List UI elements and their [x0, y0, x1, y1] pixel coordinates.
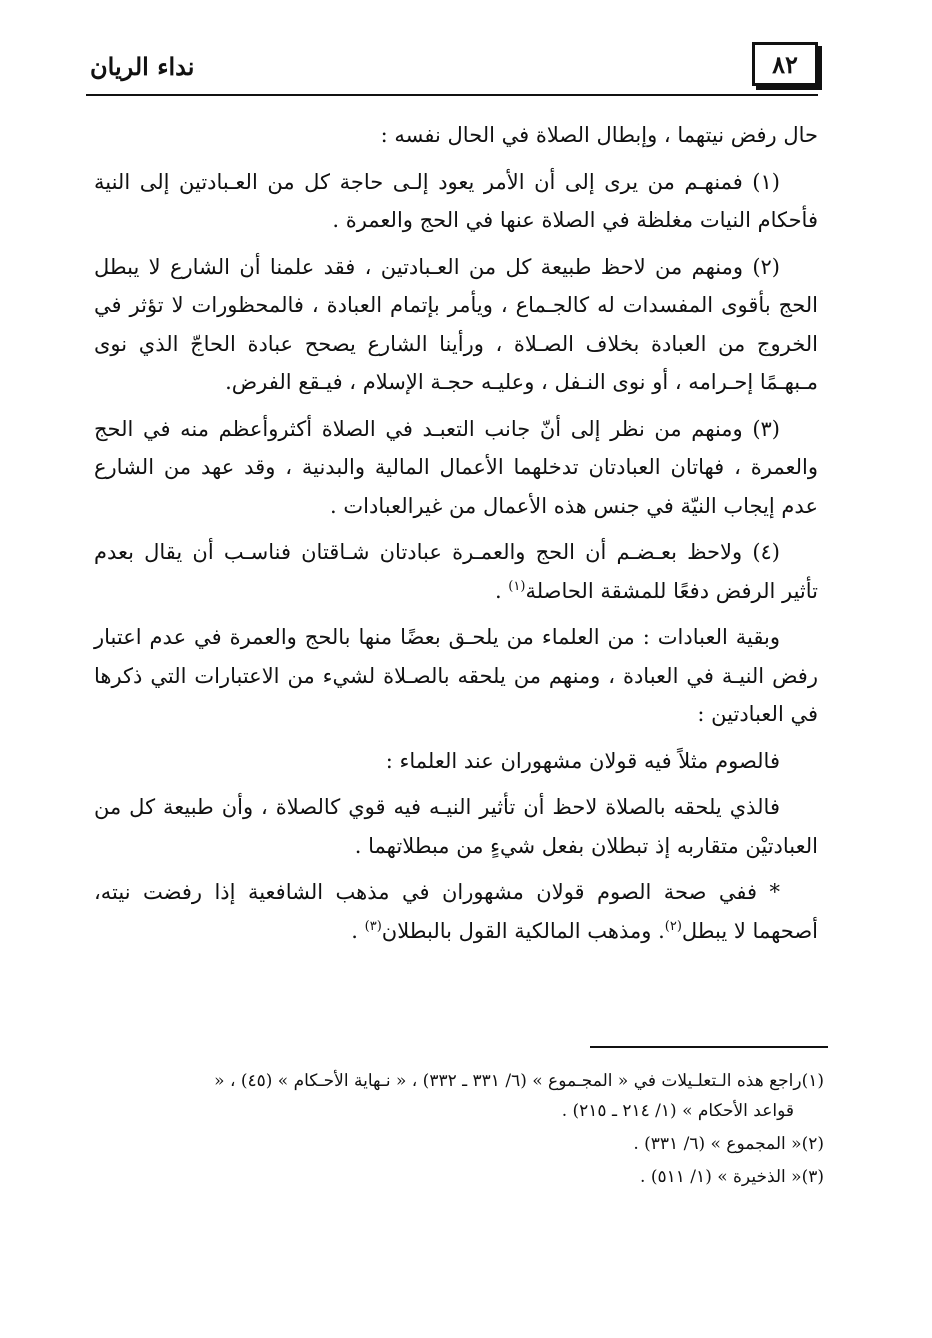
body-text	[94, 116, 818, 958]
paragraph-text: . ومذهب المالكية القول بالبطلان	[381, 918, 665, 943]
paragraph	[94, 742, 818, 781]
footnote-text: (٣)« الذخيرة » (١/ ٥١١) .	[640, 1167, 824, 1187]
footnote-separator	[590, 1046, 828, 1048]
paragraph-text: فالصوم مثلاً فيه قولان مشهوران عند العلماء :	[385, 748, 780, 773]
footnote-marker: (١)	[508, 578, 526, 594]
running-title: نداء الريان	[90, 52, 195, 81]
paragraph-text: (١) فمنهـم من يرى إلى أن الأمر يعود إلـى حاجة كل من العـبادتين إلى النية فأحكام النيات مغلظة في الصلاة عنها في الحج والعمرة .	[94, 169, 818, 232]
paragraph	[94, 163, 818, 240]
header-rule	[86, 94, 818, 96]
footnote-marker: (٢)	[664, 918, 682, 934]
paragraph-text: (٢) ومنهم من لاحظ طبيعة كل من العـبادتين ، فقد علمنا أن الشارع لا يبطل الحج بأقوى المفسدات له كالجـماع ، ويأمر بإتمام العبادة ، فالمحظورات لا تؤثر في الخروج من العبادة بخلاف الصـلاة ، ورأينا الشارع يصحح عبادة الحاجّ الذي نوى مـبهـمًا إحـرامه ، أو نوى النـفل ، وعليـه حجـة الإسلام ، فيـقع الفرض.	[94, 254, 818, 394]
footnote	[94, 1162, 824, 1192]
paragraph-text: حال رفض نيتهما ، وإبطال الصلاة في الحال نفسه :	[380, 123, 818, 147]
paragraph	[94, 248, 818, 402]
paragraph	[94, 788, 818, 865]
footnote-text: (١)راجع هذه الـتعلـيلات في « المجـموع » (٦/ ٣٣١ ـ ٣٣٢) ، « نـهاية الأحـكام » (٤٥) ، «	[214, 1071, 824, 1091]
footnotes	[94, 1066, 824, 1195]
footnote	[94, 1066, 824, 1126]
page-header	[86, 40, 818, 96]
paragraph-text: فالذي يلحقه بالصلاة لاحظ أن تأثير النيـه فيه قوي كالصلاة ، وأن طبيعة كل من العبادتيْن متقاربه إذ تبطلان بفعل شيءٍ من مبطلاتهما .	[94, 795, 818, 858]
paragraph	[94, 410, 818, 526]
paragraph-tail: .	[494, 578, 509, 603]
paragraph	[94, 533, 818, 610]
footnote-marker: (٣)	[364, 918, 382, 934]
paragraph-text: (٤) ولاحظ بعـضـم أن الحج والعمـرة عبادتان شـاقتان فناسـب أن يقال بعدم تأثير الرفض دفعًا للمشقة الحاصلة	[94, 540, 818, 603]
paragraph-text: (٣) ومنهم من نظر إلى أنّ جانب التعبـد في الصلاة أكثروأعظم منه في الحج والعمرة ، فهاتان العبادتان تدخلهما الأعمال المالية والبدنية ، وقد عهد من الشارع عدم إيجاب النيّة في جنس هذه الأعمال من غيرالعبادات .	[94, 416, 818, 518]
paragraph	[94, 873, 818, 950]
footnote	[94, 1129, 824, 1159]
page-number: ٨٢	[752, 42, 818, 86]
paragraph-tail: .	[351, 918, 365, 943]
paragraph	[94, 116, 818, 155]
paragraph-text: وبقية العبادات : من العلماء من يلحـق بعضًا منها بالحج والعمرة في عدم اعتبار رفض النيـة في العبادة ، ومنهم من يلحقه بالصـلاة لشيء من الاعتبارات التي ذكرها في العبادتين :	[94, 625, 818, 726]
paragraph	[94, 618, 818, 734]
footnote-text: قواعد الأحكام » (١/ ٢١٤ ـ ٢١٥) .	[561, 1101, 794, 1121]
paragraph-text: * ففي صحة الصوم قولان مشهوران في مذهب الشافعية إذا رفضت نيته، أصحهما لا يبطل	[94, 880, 818, 943]
footnote-text: (٢)« المجموع » (٦/ ٣٣١) .	[633, 1134, 824, 1154]
